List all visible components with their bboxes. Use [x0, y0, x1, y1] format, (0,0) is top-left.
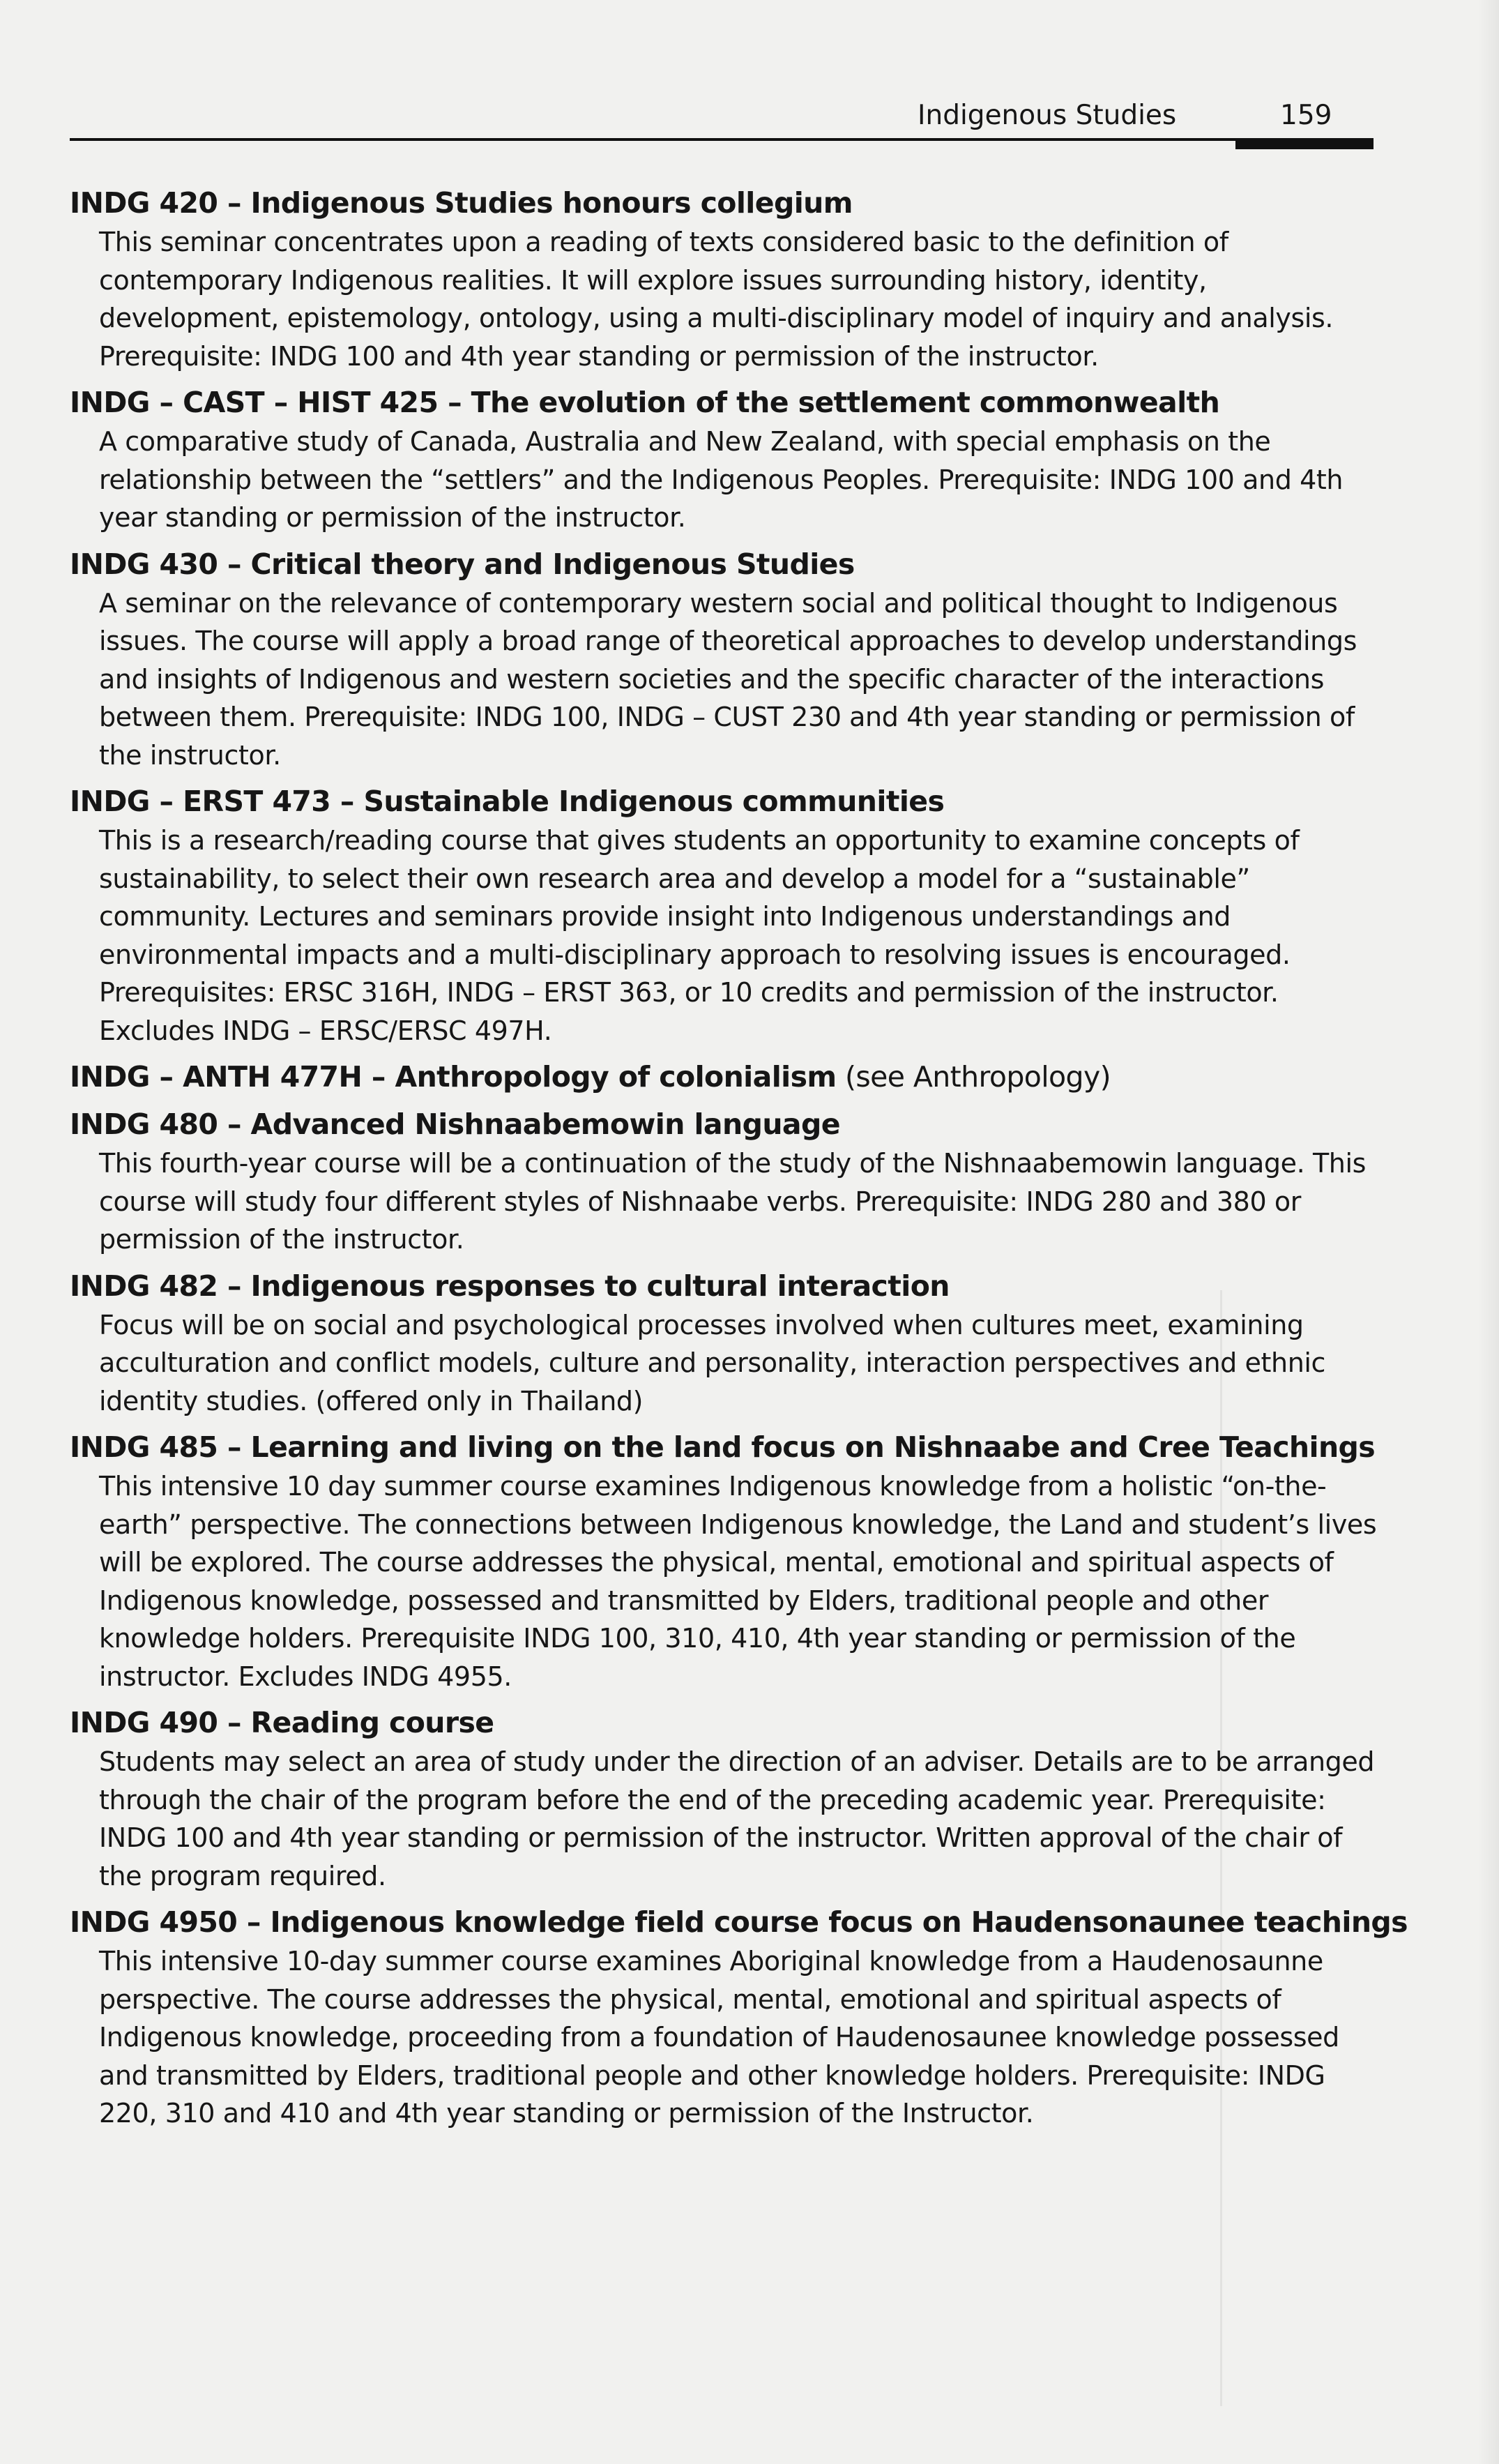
course-entry-indg-430 — [70, 544, 1380, 775]
header-rule-tab — [1235, 138, 1374, 149]
course-description: Focus will be on social and psychological processes involved when cultures meet, examining acculturation and conflict models, culture and personality, interaction perspectives and ethnic identity studies. (offered only in Thailand) — [99, 1309, 1326, 1416]
course-entry-indg-490 — [70, 1702, 1380, 1895]
course-entry-indg-473 — [70, 781, 1380, 1050]
course-title: INDG 480 – Advanced Nishnaabemowin language — [70, 1108, 840, 1141]
course-entry-indg-425 — [70, 382, 1380, 537]
course-entry-indg-4950 — [70, 1902, 1408, 2133]
course-entry-indg-485 — [70, 1427, 1380, 1695]
page-number: 159 — [1280, 100, 1332, 131]
course-title: INDG 490 – Reading course — [70, 1706, 494, 1739]
course-list — [70, 183, 1408, 2140]
course-title: INDG 420 – Indigenous Studies honours collegium — [70, 186, 853, 220]
course-entry-indg-482 — [70, 1266, 1380, 1421]
course-description: This intensive 10 day summer course examines Indigenous knowledge from a holistic “on-the-earth” perspective. The connections between Indigenous knowledge, the Land and student’s lives will be explored. The course addresses the physical, mental, emotional and spiritual aspects of Indigenous knowledge, possessed and transmitted by Elders, traditional people and other knowledge holders. Prerequisite INDG 100, 310, 410, 4th year standing or permission of the instructor. Excludes INDG 4955. — [99, 1471, 1377, 1692]
course-description: A seminar on the relevance of contemporary western social and political thought to Indigenous issues. The course will apply a broad range of theoretical approaches to develop understandings and insights of Indigenous and western societies and the specific character of the interactions between them. Prerequisite: INDG 100, INDG – CUST 230 and 4th year standing or permission of the instructor. — [99, 587, 1357, 771]
header-rule — [70, 138, 1374, 141]
course-title: INDG 430 – Critical theory and Indigenous Studies — [70, 547, 855, 581]
course-title: INDG – CAST – HIST 425 – The evolution of the settlement commonwealth — [70, 386, 1220, 419]
course-description: This intensive 10-day summer course examines Aboriginal knowledge from a Haudenosaunne perspective. The course addresses the physical, mental, emotional and spiritual aspects of Indigenous knowledge, proceeding from a foundation of Haudenosaunee knowledge possessed and transmitted by Elders, traditional people and other knowledge holders. Prerequisite: INDG 220, 310 and 410 and 4th year standing or permission of the Instructor. — [99, 1946, 1339, 2129]
running-header — [70, 96, 1374, 141]
course-title: INDG 482 – Indigenous responses to cultural interaction — [70, 1269, 950, 1303]
course-title: INDG 485 – Learning and living on the land focus on Nishnaabe and Cree Teachings — [70, 1430, 1376, 1464]
course-title-line — [70, 1057, 1380, 1097]
course-entry-indg-420 — [70, 183, 1380, 375]
page-edge-shadow — [1478, 0, 1499, 2464]
course-title: INDG – ERST 473 – Sustainable Indigenous communities — [70, 785, 945, 818]
course-title: INDG 4950 – Indigenous knowledge field course focus on Haudensonaunee teachings — [70, 1905, 1408, 1939]
course-entry-indg-477h — [70, 1057, 1380, 1097]
course-entry-indg-480 — [70, 1104, 1380, 1259]
course-cross-reference: (see Anthropology) — [836, 1060, 1111, 1094]
course-description: A comparative study of Canada, Australia and New Zealand, with special emphasis on the relationship between the “settlers” and the Indigenous Peoples. Prerequisite: INDG 100 and 4th year standing or permission of the instructor. — [99, 426, 1344, 533]
course-description: This fourth-year course will be a continuation of the study of the Nishnaabemowin language. This course will study four different styles of Nishnaabe verbs. Prerequisite: INDG 280 and 380 or permission of the instructor. — [99, 1148, 1367, 1255]
course-description: This seminar concentrates upon a reading of texts considered basic to the definition of contemporary Indigenous realities. It will explore issues surrounding history, identity, development, epistemology, ontology, using a multi-disciplinary model of inquiry and analysis. Prerequisite: INDG 100 and 4th year standing or permission of the instructor. — [99, 227, 1334, 372]
course-description: Students may select an area of study under the direction of an adviser. Details are to be arranged through the chair of the program before the end of the preceding academic year. Prerequisite: INDG 100 and 4th year standing or permission of the instructor. Written approval of the chair of the program required. — [99, 1746, 1375, 1891]
course-description: This is a research/reading course that gives students an opportunity to examine concepts of sustainability, to select their own research area and develop a model for a “sustainable” community. Lectures and seminars provide insight into Indigenous understandings and environmental impacts and a multi-disciplinary approach to resolving issues is encouraged. Prerequisites: ERSC 316H, INDG – ERST 363, or 10 credits and permission of the instructor. Excludes INDG – ERSC/ERSC 497H. — [99, 825, 1300, 1046]
section-title: Indigenous Studies — [918, 100, 1177, 131]
course-title: INDG – ANTH 477H – Anthropology of colonialism — [70, 1060, 837, 1094]
